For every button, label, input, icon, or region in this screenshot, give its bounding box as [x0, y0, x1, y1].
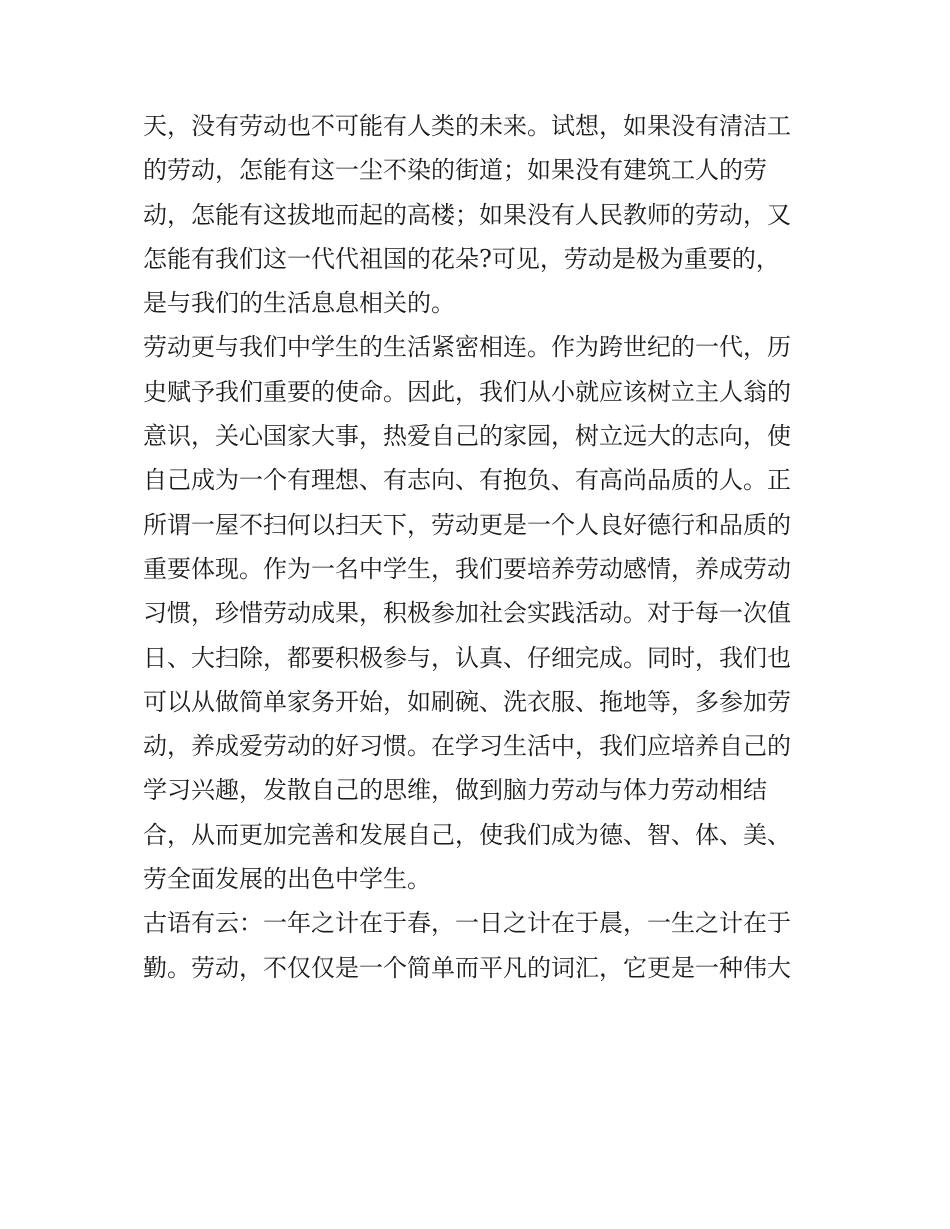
text-line: 天，没有劳动也不可能有人类的未来。试想，如果没有清洁工 — [143, 112, 791, 140]
text-line: 劳全面发展的出色中学生。 — [143, 865, 431, 894]
text-line: 日、大扫除，都要积极参与，认真、仔细完成。同时，我们也 — [143, 643, 791, 672]
text-line: 自己成为一个有理想、有志向、有抱负、有高尚品质的人。正 — [143, 466, 791, 495]
text-line: 劳动更与我们中学生的生活紧密相连。作为跨世纪的一代，历 — [143, 333, 791, 362]
text-line: 所谓一屋不扫何以扫天下，劳动更是一个人良好德行和品质的 — [143, 510, 791, 539]
text-line: 合，从而更加完善和发展自己，使我们成为德、智、体、美、 — [143, 820, 791, 849]
text-line: 勤。劳动，不仅仅是一个简单而平凡的词汇，它更是一种伟大 — [143, 953, 791, 982]
text-line: 古语有云：一年之计在于春，一日之计在于晨，一生之计在于 — [143, 909, 791, 938]
text-line: 史赋予我们重要的使命。因此，我们从小就应该树立主人翁的 — [143, 377, 791, 406]
text-line: 是与我们的生活息息相关的。 — [143, 289, 455, 318]
text-line: 可以从做简单家务开始，如刷碗、洗衣服、拖地等，多参加劳 — [143, 687, 791, 716]
text-line: 意识，关心国家大事，热爱自己的家园，树立远大的志向，使 — [143, 422, 791, 451]
text-line: 动，怎能有这拔地而起的高楼；如果没有人民教师的劳动，又 — [143, 200, 791, 229]
body-text — [143, 104, 818, 990]
text-line: 的劳动，怎能有这一尘不染的街道；如果没有建筑工人的劳 — [143, 156, 767, 185]
text-line: 学习兴趣，发散自己的思维，做到脑力劳动与体力劳动相结 — [143, 776, 767, 805]
text-line: 怎能有我们这一代代祖国的花朵?可见，劳动是极为重要的， — [143, 244, 780, 273]
text-line: 动，养成爱劳动的好习惯。在学习生活中，我们应培养自己的 — [143, 732, 791, 761]
text-line: 重要体现。作为一名中学生，我们要培养劳动感情，养成劳动 — [143, 554, 791, 583]
text-line: 习惯，珍惜劳动成果，积极参加社会实践活动。对于每一次值 — [143, 599, 791, 628]
